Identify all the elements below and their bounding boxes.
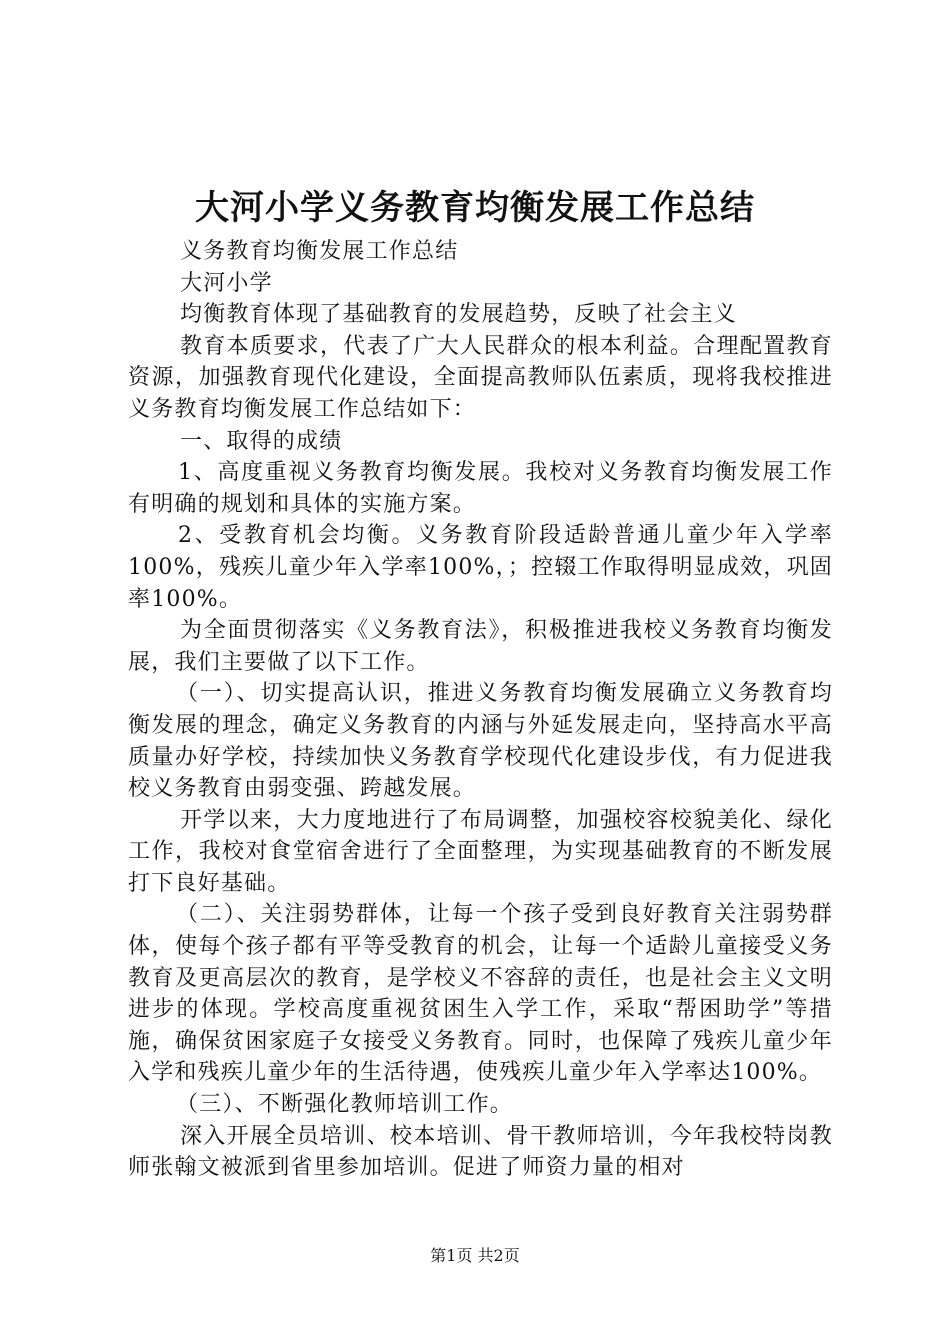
paragraph-training: 深入开展全员培训、校本培训、骨干教师培训，今年我校特岗教师张翰文被派到省里参加培训。促进了师资力量的相对 — [128, 1123, 833, 1181]
paragraph-work-intro: 为全面贯彻落实《义务教育法》，积极推进我校义务教育均衡发展，我们主要做了以下工作。 — [128, 618, 833, 675]
paragraph-section-2: （二）、关注弱势群体，让每一个孩子受到良好教育关注弱势群体，使每个孩子都有平等受教育的机会，让每一个适龄儿童接受义务教育及更高层次的教育，是学校义不容辞的责任，也是社会主义文明进步的体现。学校高度重视贫困生入学工作，采取“帮困助学”等措施，确保贫困家庭子女接受义务教育。同时，也保障了残疾儿童少年入学和残疾儿童少年的生活待遇，使残疾儿童少年入学率达100%。 — [128, 902, 833, 1086]
paragraph-intro-2: 教育本质要求，代表了广大人民群众的根本利益。合理配置教育资源，加强教育现代化建设，全面提高教师队伍素质，现将我校推进义务教育均衡发展工作总结如下： — [128, 333, 833, 422]
paragraph-item-2: 2、受教育机会均衡。义务教育阶段适龄普通儿童少年入学率100%，残疾儿童少年入学率100%，；控辍工作取得明显成效，巩固率100%。 — [128, 523, 833, 612]
paragraph-intro-1: 均衡教育体现了基础教育的发展趋势，反映了社会主义 — [180, 302, 737, 328]
school-name: 大河小学 — [180, 270, 273, 296]
paragraph-section-3: （三）、不断强化教师培训工作。 — [176, 1092, 514, 1118]
section-heading-achievements: 一、取得的成绩 — [180, 428, 343, 454]
document-body — [128, 236, 833, 1184]
paragraph-section-1: （一）、切实提高认识，推进义务教育均衡发展确立义务教育均衡发展的理念，确定义务教育的内涵与外延发展走向，坚持高水平高质量办好学校，持续加快义务教育学校现代化建设步伐，有力促进我校义务教育由弱变强、跨越发展。 — [128, 681, 833, 802]
document-subtitle: 义务教育均衡发展工作总结 — [180, 239, 459, 264]
paragraph-layout: 开学以来，大力度地进行了布局调整，加强校容校貌美化、绿化工作，我校对食堂宿舍进行了全面整理，为实现基础教育的不断发展打下良好基础。 — [128, 807, 833, 896]
document-title: 大河小学义务教育均衡发展工作总结 — [195, 188, 755, 228]
paragraph-item-1: 1、高度重视义务教育均衡发展。我校对义务教育均衡发展工作有明确的规划和具体的实施方案。 — [128, 460, 833, 517]
page-footer: 第1页 共2页 — [430, 1246, 520, 1265]
